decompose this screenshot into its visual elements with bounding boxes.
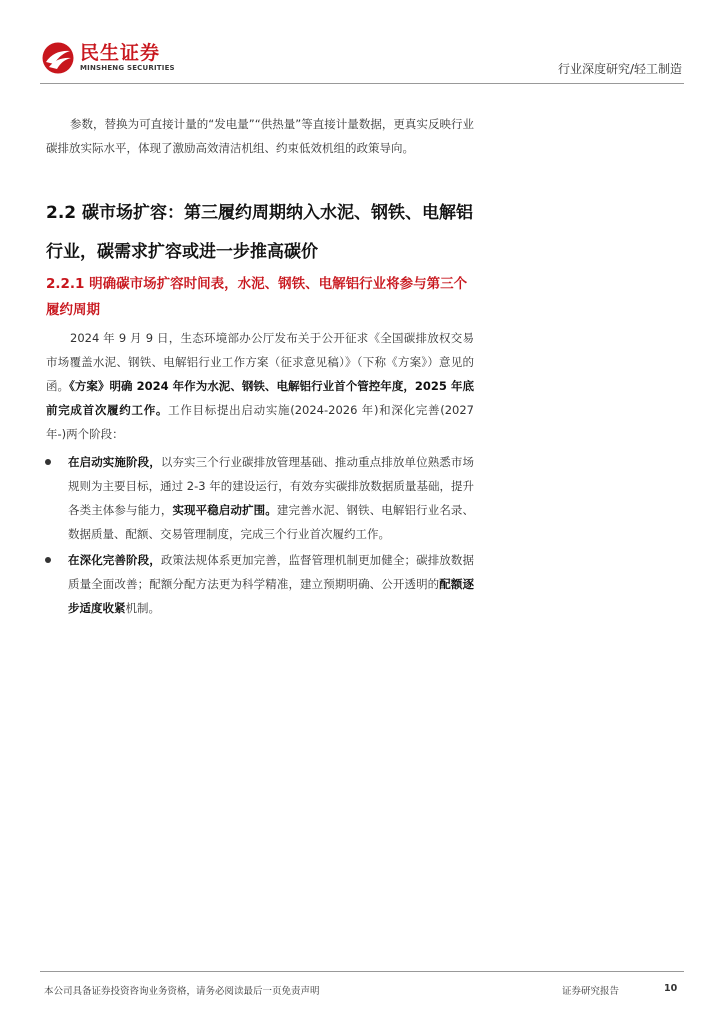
bullet-dot-icon — [45, 557, 51, 563]
logo-text — [80, 43, 175, 73]
bullet-text: 以夯实三个行业碳排放管理基础、推动重点排放单位熟悉市场规则为主要目标，通过 2-3 年的建设运行，有效夯实碳排放数据质量基础，提升各类主体参与能力， — [68, 455, 475, 517]
page-number: 10 — [664, 983, 678, 994]
list-item — [46, 450, 474, 546]
page-header — [40, 38, 684, 86]
footer-report-type: 证券研究报告 — [562, 986, 620, 997]
intro-block — [46, 112, 474, 160]
minsheng-logo-icon — [42, 42, 74, 74]
logo-en: MINSHENG SECURITIES — [80, 64, 175, 72]
subsection-body — [46, 326, 474, 622]
brand-logo — [42, 42, 175, 74]
header-divider — [40, 83, 684, 84]
bullet-bold: 实现平稳启动扩围。 — [172, 503, 277, 517]
bullet-lead: 在深化完善阶段， — [68, 553, 161, 567]
logo-cn: 民生证券 — [80, 42, 161, 64]
bullet-dot-icon — [45, 459, 51, 465]
bullet-text: 机制。 — [125, 601, 160, 615]
subsection-heading: 2.2.1 明确碳市场扩容时间表，水泥、钢铁、电解铝行业将参与第三个履约周期 — [46, 276, 468, 318]
footer-divider — [40, 971, 684, 972]
report-category: 行业深度研究/轻工制造 — [557, 62, 682, 76]
paragraph-bold: 《方案》明确 2024 年作为水泥、钢铁、电解铝行业首个管控年度，2025 年底前完成首次履约工作。 — [46, 379, 474, 417]
bullet-text: 建完善水泥、钢铁、电解铝行业名录、数据质量、配额、交易管理制度，完成三个行业首次履约工作。 — [68, 503, 475, 541]
section-heading: 2.2 碳市场扩容：第三履约周期纳入水泥、钢铁、电解铝行业，碳需求扩容或进一步推高碳价 — [46, 203, 474, 262]
paragraph-text-a: 2024 年 9 月 9 日，生态环境部办公厅发布关于公开征求《全国碳排放权交易市场覆盖水泥、钢铁、电解铝行业工作方案（征求意见稿）》（下称《方案》）意见的函。 — [46, 331, 474, 393]
list-item — [46, 548, 474, 620]
stage-list — [46, 450, 474, 620]
intro-paragraph: 参数，替换为可直接计量的“发电量”“供热量”等直接计量数据，更真实反映行业碳排放实际水平，体现了激励高效清洁机组、约束低效机组的政策导向。 — [46, 117, 474, 155]
paragraph-text-c: 工作目标提出启动实施(2024-2026 年)和深化完善(2027 年-)两个阶段： — [46, 403, 474, 441]
policy-paragraph — [46, 326, 474, 446]
bullet-lead: 在启动实施阶段， — [68, 455, 161, 469]
footer-disclaimer: 本公司具备证券投资咨询业务资格，请务必阅读最后一页免责声明 — [44, 986, 320, 997]
bullet-text: 政策法规体系更加完善，监督管理机制更加健全；碳排放数据质量全面改善；配额分配方法更为科学精准，建立预期明确、公开透明的 — [68, 553, 475, 591]
bullet-bold: 配额逐步适度收紧 — [68, 577, 475, 615]
